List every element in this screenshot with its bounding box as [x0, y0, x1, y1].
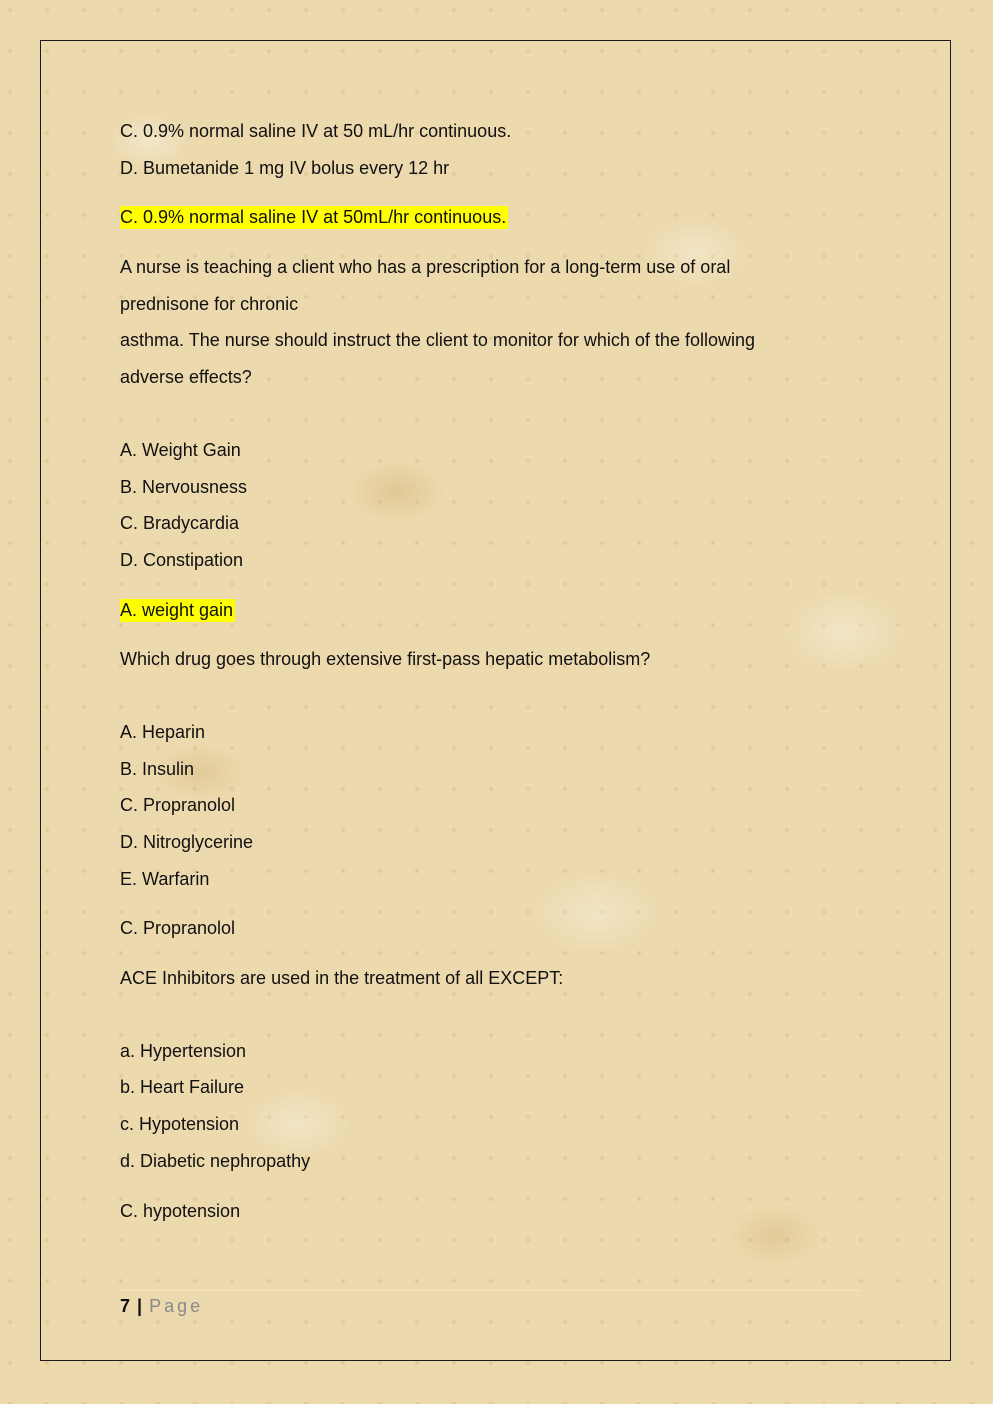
option-item: D. Constipation	[120, 549, 244, 570]
answer-line	[120, 202, 880, 239]
option-item: A. Weight Gain	[120, 439, 241, 460]
question-stem-line: Which drug goes through extensive first-pass hepatic metabolism?	[120, 649, 651, 670]
page-number: 7	[120, 1296, 131, 1316]
document-content	[120, 116, 880, 1232]
option-item: b. Heart Failure	[120, 1077, 245, 1098]
answer-line: C. Propranolol	[120, 918, 236, 939]
option-item: C. 0.9% normal saline IV at 50 mL/hr continuous.	[120, 121, 512, 141]
footer-divider	[120, 1290, 860, 1291]
option-item: D. Bumetanide 1 mg IV bolus every 12 hr	[120, 157, 450, 178]
highlighted-answer: A. weight gain	[120, 599, 234, 620]
page-label: Page	[149, 1296, 204, 1316]
footer-separator: |	[137, 1296, 143, 1316]
option-item: E. Warfarin	[120, 868, 210, 889]
option-item: A. Heparin	[120, 721, 206, 742]
option-item: B. Nervousness	[120, 476, 248, 497]
question-stem-line: asthma. The nurse should instruct the client to monitor for which of the following	[120, 330, 755, 351]
option-item: a. Hypertension	[120, 1040, 247, 1061]
option-item: c. Hypotension	[120, 1114, 240, 1135]
highlighted-answer: C. 0.9% normal saline IV at 50mL/hr continuous.	[120, 207, 507, 228]
question-stem-line: A nurse is teaching a client who has a prescription for a long-term use of oral	[120, 257, 731, 278]
question-stem-line: ACE Inhibitors are used in the treatment of all EXCEPT:	[120, 968, 564, 989]
option-item: d. Diabetic nephropathy	[120, 1150, 311, 1171]
option-item: D. Nitroglycerine	[120, 832, 254, 852]
option-item: C. Bradycardia	[120, 513, 240, 534]
answer-line: C. hypotension	[120, 1200, 241, 1221]
option-item: C. Propranolol	[120, 795, 236, 816]
answer-line	[120, 595, 880, 632]
option-item: B. Insulin	[120, 758, 195, 779]
question-stem-line: prednisone for chronic	[120, 293, 299, 314]
page-footer	[120, 1294, 203, 1318]
question-stem-line: adverse effects?	[120, 367, 252, 388]
